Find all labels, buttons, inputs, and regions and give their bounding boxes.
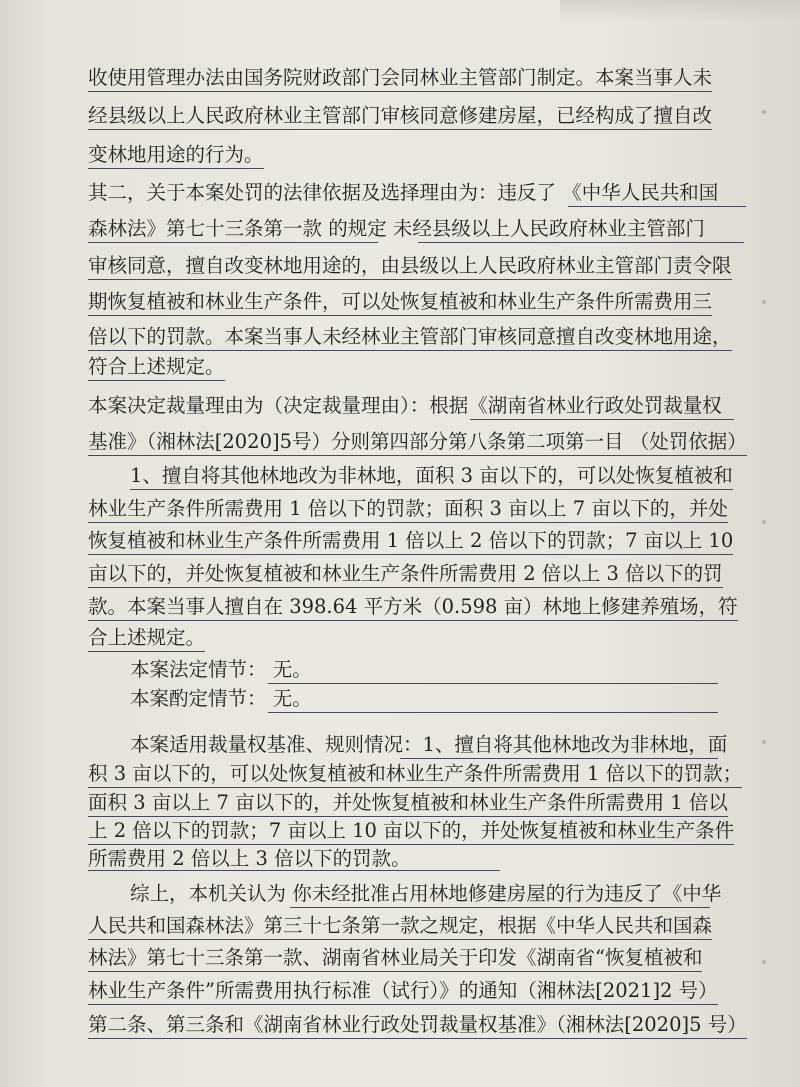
text-line-content: 经县级以上人民政府林业主管部门审核同意修建房屋，已经构成了擅自改 [88, 104, 712, 130]
text-line-content: 变林地用途的行为。 [88, 143, 264, 169]
text-line-content: 亩以下的，并处恢复植被和林业生产条件所需费用 2 倍以上 3 倍以下的罚 [88, 562, 723, 588]
text-line [88, 432, 747, 452]
underline-rule [470, 419, 734, 420]
text-line-content: 森林法》第七十三条第一款 的规定 未经县级以上人民政府林业主管部门 [88, 217, 705, 240]
text-line [88, 219, 705, 239]
text-line-content: 人民共和国森林法》第三十七条第一款之规定，根据《中华人民共和国森 [88, 914, 712, 940]
text-line [130, 466, 733, 486]
text-line [130, 884, 721, 904]
text-line-content: 符合上述规定。 [88, 355, 225, 381]
text-line [88, 764, 742, 784]
text-line-content: 面积 3 亩以上 7 亩以下的，并处恢复植被和林业生产条件所需费用 1 倍以 [88, 791, 728, 817]
underline-rule [268, 712, 718, 713]
text-line [88, 916, 712, 936]
text-line-content: 期恢复植被和林业生产条件，可以处恢复植被和林业生产条件所需费用三 [88, 290, 712, 316]
text-line [88, 256, 732, 276]
text-line [88, 628, 205, 648]
underline-rule [290, 907, 710, 908]
underline-rule [88, 870, 500, 871]
text-line-content: 倍以下的罚款。本案当事人未经林业主管部门审核同意擅自改变林地用途， [88, 325, 732, 351]
text-line-content: 本案法定情节： 无。 [130, 658, 312, 681]
text-line [88, 849, 411, 869]
text-line-content: 综上，本机关认为 你未经批准占用林地修建房屋的行为违反了《中华 [130, 882, 722, 905]
text-line [88, 597, 738, 617]
text-line-content: 上 2 倍以下的罚款；7 亩以上 10 亩以下的，并处恢复植被和林业生产条件 [88, 819, 734, 845]
text-line-content: 本案酌定情节： 无。 [130, 687, 312, 710]
text-line [88, 564, 723, 584]
underline-rule [268, 683, 718, 684]
text-line [88, 106, 712, 126]
binding-holes [762, 0, 782, 1087]
text-line [88, 292, 712, 312]
text-line-content: 1、擅自将其他林地改为非林地，面积 3 亩以下的，可以处恢复植被和 [130, 464, 733, 490]
text-line [88, 821, 734, 841]
text-line-content: 审核同意，擅自改变林地用途的，由县级以上人民政府林业主管部门责令限 [88, 254, 732, 280]
text-line [88, 68, 712, 88]
text-line-content: 本案适用裁量权基准、规则情况：1、擅自将其他林地改为非林地，面 [130, 733, 728, 756]
underline-rule [418, 242, 744, 243]
binding-hole [762, 110, 766, 114]
text-line-content: 恢复植被和林业生产条件所需费用 1 倍以上 2 倍以下的罚款；7 亩以上 10 [88, 529, 733, 555]
binding-hole [762, 740, 766, 744]
text-line [88, 396, 722, 416]
text-line-content: 第二条、第三条和《湖南省林业行政处罚裁量权基准》（湘林法[2020]5 号） [88, 1013, 747, 1039]
text-line-content: 所需费用 2 倍以上 3 倍以下的罚款。 [88, 847, 411, 870]
binding-hole [762, 520, 766, 524]
text-line-content: 款。本案当事人擅自在 398.64 平方米（0.598 亩）林地上修建养殖场，符 [88, 595, 738, 621]
binding-hole [762, 300, 766, 304]
text-line-content: 林法》第七十三条第一款、湖南省林业局关于印发《湖南省“恢复植被和 [88, 946, 702, 972]
text-line-content: 其二，关于本案处罚的法律依据及选择理由为：违反了 《中华人民共和国 [88, 181, 719, 204]
text-line-content: 基准》（湘林法[2020]5号）分则第四部分第八条第二项第一目 （处罚依据） [88, 430, 747, 456]
text-line-content: 林业生产条件”所需费用执行标准（试行）》的通知（湘林法[2021]2 号） [88, 979, 718, 1005]
text-line [88, 981, 718, 1001]
text-line [130, 735, 727, 755]
text-line-content: 本案决定裁量理由为（决定裁量理由）：根据《湖南省林业行政处罚裁量权 [88, 394, 722, 417]
text-line [88, 145, 264, 165]
underline-rule [88, 242, 378, 243]
text-line [88, 183, 718, 203]
text-line-content: 合上述规定。 [88, 626, 205, 652]
text-line [88, 948, 702, 968]
text-line [88, 499, 728, 519]
binding-hole [762, 960, 766, 964]
text-line [130, 689, 312, 709]
text-line-content: 收使用管理办法由国务院财政部门会同林业主管部门制定。本案当事人未 [88, 66, 712, 92]
text-line-content: 积 3 亩以下的，可以处恢复植被和林业生产条件所需费用 1 倍以下的罚款； [88, 762, 742, 788]
text-line [88, 357, 225, 377]
text-line [88, 793, 728, 813]
underline-rule [400, 758, 718, 759]
text-line [88, 531, 733, 551]
text-line [88, 327, 732, 347]
underline-rule [568, 206, 746, 207]
text-line [130, 660, 312, 680]
text-line [88, 1015, 747, 1035]
text-line-content: 林业生产条件所需费用 1 倍以下的罚款；面积 3 亩以上 7 亩以下的，并处 [88, 497, 728, 523]
